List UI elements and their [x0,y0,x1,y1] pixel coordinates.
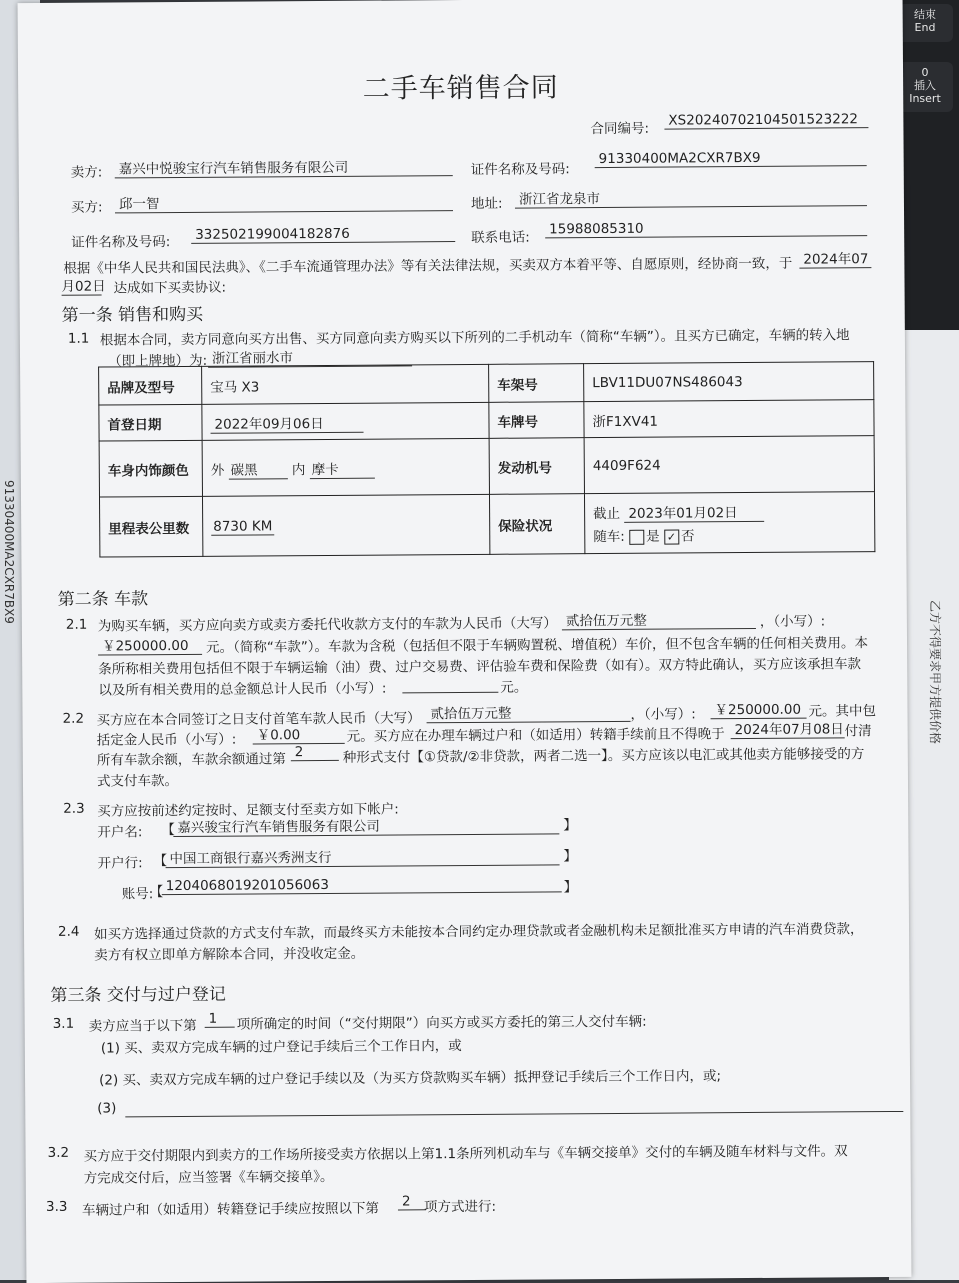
acc-name-open: 【 [161,822,175,839]
acc-no-label: 账号: [121,886,154,903]
plate-value: 浙F1XV41 [584,400,874,438]
option-3: (3) [97,1100,117,1117]
contract-no: XS20240702104501523222 [664,111,868,129]
p31-b: 项所确定的时间（“交付期限”）向买方或买方委托的第三人交付车辆: [236,1013,647,1033]
contract-paper [18,0,912,1283]
reg-date-label: 首登日期 [99,404,202,441]
left-side-text: 91330400MA2CXR7BX9 [2,480,16,624]
buyer-id: 332502199004182876 [191,225,455,244]
p24-a: 如买方选择通过贷款的方式支付车款，而最终买方未能按本合同约定办理贷款或者金融机构未足额批准买方申请的汽车消费贷款， [93,921,864,943]
art1-line2: （即上牌地）为: [107,352,208,370]
buyer-phone: 15988085310 [545,219,867,238]
p33-item: 2 [398,1193,426,1210]
p22-amount-cn: 贰拾伍万元整 [426,701,630,723]
brand-value: 宝马 X3 [202,364,489,404]
p22-h: 种形式支付【①贷款/②非贷款，两者二选一】。买方应该以电汇或其他卖方能够接受的方 [342,746,865,766]
p22-i: 式支付车款。 [96,773,179,790]
engine-value: 4409F624 [584,436,874,494]
p33-no: 3.3 [45,1198,68,1215]
p21-no: 2.1 [65,616,88,633]
end-key-en: End [914,21,936,34]
p22-f: 付清 [844,723,872,740]
buyer-addr: 浙江省龙泉市 [515,185,867,208]
p22-g: 所有车款余额，车款余额通过第 [96,751,286,769]
p32-b: 方完成交付后，应当签署《车辆交接单》。 [83,1168,334,1187]
acc-name-label: 开户名: [97,824,143,841]
insurance-label: 保险状况 [489,494,584,555]
p33-a: 车辆过户和（如适用）转籍登记手续应按照以下第 [81,1200,380,1219]
no-checkbox[interactable]: ✓ [664,529,679,544]
yes-label: 是 [646,528,660,545]
vehicle-table [98,361,875,557]
p32-no: 3.2 [47,1144,70,1161]
p22-c: 元。其中包 [808,703,877,720]
p22-a: 买方应在本合同签订之日支付首笔车款人民币（大写） [96,710,421,729]
p31-item: 1 [205,1011,235,1028]
seller-id: 91330400MA2CXR7BX9 [595,149,867,168]
p22-no: 2.2 [62,710,85,727]
seller-name: 嘉兴中悦骏宝行汽车销售服务有限公司 [115,155,453,178]
option-3-blank [125,1095,903,1117]
buyer-name: 邱一智 [115,190,453,213]
ext-prefix: 外 [210,462,225,479]
p23-no: 2.3 [63,800,85,817]
account-no: 1204068019201056063 [162,875,562,895]
color-label: 车身内饰颜色 [99,440,202,497]
p33-b: 项方式进行: [423,1198,497,1216]
reg-date-cell [202,402,489,440]
option-1: (1) 买、卖双方完成车辆的过户登记手续后三个工作日内，或 [100,1038,462,1057]
no-label: 否 [680,528,695,545]
transfer-place: 浙江省丽水市 [208,345,412,367]
p22-e: 元。买方应在办理车辆过户和（如适用）转籍手续前且不得晚于 [346,726,725,745]
p21-e: 以及所有相关费用的总金额总计人民币（小写）: [98,680,387,699]
p24-b: 卖方有权立即单方解除本合同，并没收定金。 [94,945,365,964]
p31-a: 卖方应当于以下第 [88,1017,197,1035]
contract-no-label: 合同编号: [590,120,650,138]
buyer-phone-label: 联系电话: [471,229,530,246]
mileage-value: 8730 KM [211,518,274,535]
p24-no: 2.4 [57,923,80,940]
p21-total-blank [402,676,498,694]
end-key [897,4,953,42]
p21-d: 条所称相关费用包括但不限于车辆运输（油）费、过户交易费、评估验车费和保险费（如有）。双方特此确认，买方应该承担车款 [98,656,861,678]
seller-label: 卖方: [70,164,103,181]
int-prefix: 内 [291,461,306,478]
insert-key-label: 插入 [914,79,936,92]
bank-close: 】 [563,848,578,865]
vin-label: 车架号 [489,364,584,403]
bank-name: 中国工商银行嘉兴秀洲支行 [165,844,559,868]
p31-no: 3.1 [52,1015,75,1032]
p21-b: ，（小写）: [759,613,826,630]
buyer-addr-label: 地址: [470,195,503,212]
mileage-cell [202,494,489,556]
p22-deposit: ￥0.00 [253,723,345,745]
right-side-text: 乙方不得要求甲方提供价格 [928,600,942,745]
p22-way: 2 [291,744,339,761]
p21-amount: ￥250000.00 [98,634,202,656]
art1-line1: 根据本合同，卖方同意向买方出售、买方同意向卖方购买以下所列的二手机动车（简称“车辆”）。且买方已确定，车辆的转入地 [99,327,850,349]
preamble-date2: 月02日 [61,275,101,296]
engine-label: 发动机号 [489,438,584,495]
yes-checkbox[interactable] [629,529,644,544]
article-3-title: 第三条 交付与过户登记 [50,984,226,1006]
preamble-text2: 达成如下买卖协议: [113,279,227,297]
p21-amount-cn: 贰拾伍万元整 [562,608,756,630]
reg-date-value: 2022年09月06日 [210,415,363,433]
acc-no-close: 】 [563,879,578,896]
insert-key-num: 0 [921,66,929,79]
option-2: (2) 买、卖双方完成车辆的过户登记手续以及（为买方贷款购买车辆）抵押登记手续后三个工作日内，或; [99,1068,722,1089]
ins-date: 2023年01月02日 [624,505,763,523]
ins-prefix: 截止 [593,505,621,523]
p32-a: 买方应于交付期限内到卖方的工作场所接受卖方依据以上第1.1条所列机动车与《车辆交接单》交付的车辆及随车材料与文件。双 [83,1143,848,1165]
mileage-label: 里程表公里数 [99,496,202,557]
acc-name-close: 】 [563,817,577,834]
vin-value: LBV11DU07NS486043 [584,362,874,402]
ext-color: 碳黑 [229,462,288,479]
preamble-date1: 2024年07 [799,247,871,269]
page-title: 二手车销售合同 [362,72,559,105]
p21-a: 为购买车辆，买方应向卖方或卖方委托代收款方支付的车款为人民币（大写） [97,615,557,635]
article-2-title: 第二条 车款 [57,589,149,610]
buyer-label: 买方: [70,199,103,216]
buyer-id-label: 证件名称及号码: [71,234,171,251]
insert-key [897,62,953,112]
end-key-label: 结束 [914,8,936,21]
color-cell [202,438,489,496]
p22-d: 括定金人民币（小写）: [96,731,237,749]
p23-a: 买方应按前述约定按时、足额支付至卖方如下帐户: [97,801,399,820]
ins-with-label: 随车: [593,528,625,546]
plate-label: 车牌号 [489,402,584,439]
p22-date: 2024年07月08日 [731,717,845,739]
acc-no-open: 【 [149,884,164,901]
brand-label: 品牌及型号 [99,366,202,405]
insurance-cell [584,492,874,554]
p22-b: ，（小写）: [630,706,696,723]
p21-c: 元。（简称“车款”）。车款为含税（包括但不限于车辆购置税、增值税）车价，但不包含车辆的任何相关费用。本 [205,635,869,656]
p21-f: 元。 [500,679,528,696]
acc-name: 嘉兴骏宝行汽车销售服务有限公司 [173,813,559,837]
p22-amount: ￥250000.00 [710,698,806,720]
art1-no: 1.1 [67,330,90,347]
bank-open: 【 [153,853,168,870]
insert-key-en: Insert [909,92,941,105]
seller-id-label: 证件名称及号码: [470,161,570,178]
article-1-title: 第一条 销售和购买 [61,304,204,326]
bank-label: 开户行: [97,855,143,872]
int-color: 摩卡 [310,461,375,478]
preamble-text: 根据《中华人民共和国民法典》、《二手车流通管理办法》等有关法律法规，买卖双方本着平等、自愿原则，经协商一致，于 [63,255,793,277]
